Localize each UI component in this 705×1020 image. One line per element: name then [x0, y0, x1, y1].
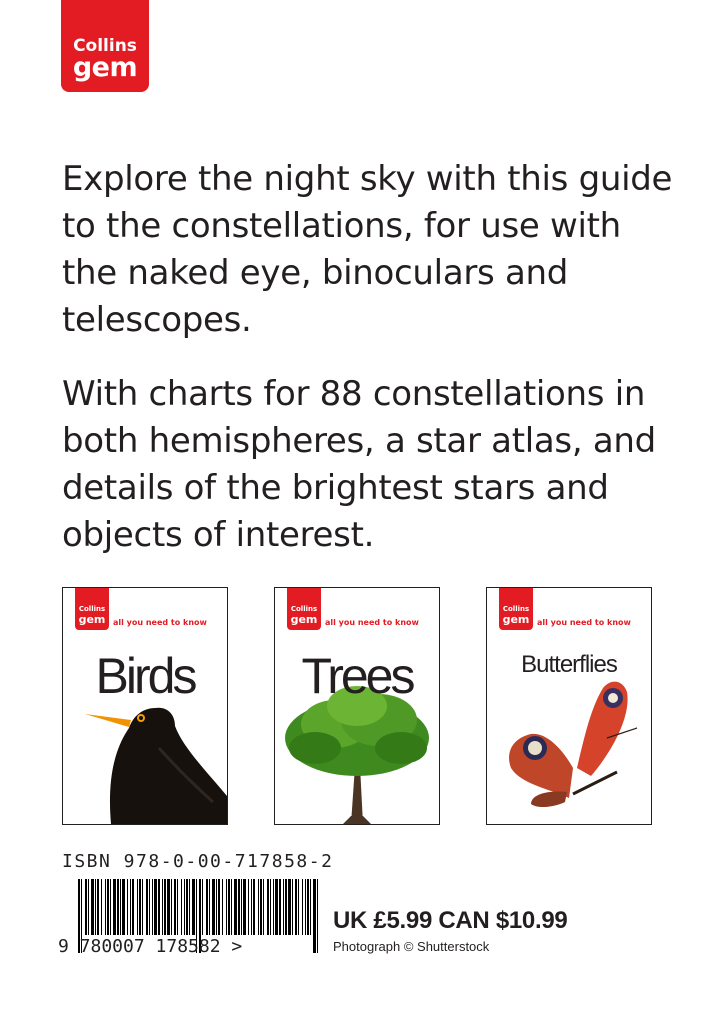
barcode-bar	[171, 879, 172, 935]
barcode-bar	[88, 879, 89, 935]
price: UK £5.99 CAN $10.99	[333, 907, 568, 934]
barcode-bar	[110, 879, 111, 935]
barcode-bar	[285, 879, 287, 935]
barcode-bar	[279, 879, 281, 935]
barcode-bar	[283, 879, 284, 935]
barcode-bar	[174, 879, 176, 935]
barcode-bar	[186, 879, 188, 935]
mini-logo	[287, 588, 321, 630]
photo-credit: Photograph © Shutterstock	[333, 939, 490, 954]
barcode-bar	[305, 879, 306, 935]
barcode-bar	[162, 879, 163, 935]
barcode-bar	[91, 879, 94, 935]
barcode-bar	[275, 879, 278, 935]
barcode-bar	[107, 879, 109, 935]
book-title: Butterflies	[521, 651, 617, 678]
book-title: Trees	[301, 648, 413, 704]
barcode-bar	[302, 879, 303, 935]
barcode-bar	[212, 879, 215, 935]
barcode-bar	[164, 879, 166, 935]
barcode-bar	[202, 879, 203, 935]
barcode-bar	[120, 879, 121, 935]
barcode-bar	[226, 879, 227, 935]
barcode-bar	[139, 879, 141, 935]
book-cover-trees	[274, 587, 440, 825]
barcode-bar	[263, 879, 264, 935]
barcode-bar	[317, 879, 318, 953]
barcode-bar	[132, 879, 134, 935]
mini-logo	[75, 588, 109, 630]
barcode-bar	[152, 879, 153, 935]
barcode-bar	[310, 879, 311, 935]
barcode-bar	[177, 879, 178, 935]
barcode-bar	[97, 879, 99, 935]
barcode-bar	[313, 879, 316, 953]
book-cover-butterflies	[486, 587, 652, 825]
book-tagline: all you need to know	[537, 618, 631, 627]
barcode-bar	[105, 879, 106, 935]
barcode-bar	[243, 879, 246, 935]
book-cover-birds	[62, 587, 228, 825]
barcode-bar	[95, 879, 96, 935]
mini-logo-collins: Collins	[78, 605, 106, 613]
barcode-bar	[248, 879, 249, 935]
blurb-paragraph-2: With charts for 88 constellations in both hemispheres, a star atlas, and details of the brightest stars and objects of interest.	[62, 374, 656, 555]
mini-logo	[499, 588, 533, 630]
barcode-bar	[189, 879, 190, 935]
mini-logo-gem: gem	[78, 613, 106, 626]
barcode-bar	[117, 879, 119, 935]
barcode-bar	[127, 879, 128, 935]
barcode-bar	[298, 879, 299, 935]
barcode-bar	[241, 879, 242, 935]
barcode-bar	[228, 879, 230, 935]
barcode-bar	[209, 879, 210, 935]
barcode-bar	[260, 879, 262, 935]
logo-gem: gem	[72, 52, 138, 83]
mini-logo-collins: Collins	[502, 605, 530, 613]
barcode-bar	[273, 879, 274, 935]
barcode-bar	[251, 879, 252, 935]
book-tagline: all you need to know	[113, 618, 207, 627]
barcode-bar	[288, 879, 291, 935]
barcode-bar	[142, 879, 143, 935]
barcode-bar	[206, 879, 208, 935]
barcode-bar	[101, 879, 102, 935]
barcode-bar	[85, 879, 87, 935]
barcode-bar	[253, 879, 255, 935]
barcode-bar	[258, 879, 259, 935]
barcode-bar	[154, 879, 157, 935]
barcode-bar	[184, 879, 185, 935]
barcode-bar	[122, 879, 125, 935]
barcode-bar	[231, 879, 232, 935]
mini-logo-gem: gem	[502, 613, 530, 626]
barcode-bar	[130, 879, 131, 935]
barcode-bar	[238, 879, 240, 935]
barcode-bar	[113, 879, 116, 935]
barcode-bar	[267, 879, 269, 935]
barcode-bar	[149, 879, 150, 935]
barcode-bar	[218, 879, 220, 935]
barcode-bar	[307, 879, 309, 935]
barcode-bar	[270, 879, 271, 935]
barcode-bar	[295, 879, 297, 935]
book-title: Birds	[95, 648, 195, 704]
barcode-digits: 9 780007 178582 >	[58, 936, 243, 957]
barcode-bar	[181, 879, 182, 935]
barcode-bar	[192, 879, 195, 935]
barcode-bar	[222, 879, 223, 935]
mini-logo-collins: Collins	[290, 605, 318, 613]
barcode-bar	[234, 879, 237, 935]
barcode-bar	[167, 879, 170, 935]
blurb-paragraph-1: Explore the night sky with this guide to the constellations, for use with the naked eye, binoculars and telescopes.	[62, 159, 673, 340]
barcode-bar	[146, 879, 148, 935]
logo-collins: Collins	[73, 36, 137, 56]
barcode-bar	[216, 879, 217, 935]
mini-logo-gem: gem	[290, 613, 318, 626]
book-tagline: all you need to know	[325, 618, 419, 627]
barcode-bar	[292, 879, 293, 935]
barcode-bar	[158, 879, 160, 935]
isbn-label: ISBN 978-0-00-717858-2	[62, 851, 334, 872]
barcode-bar	[137, 879, 138, 935]
collins-gem-logo	[61, 0, 149, 92]
